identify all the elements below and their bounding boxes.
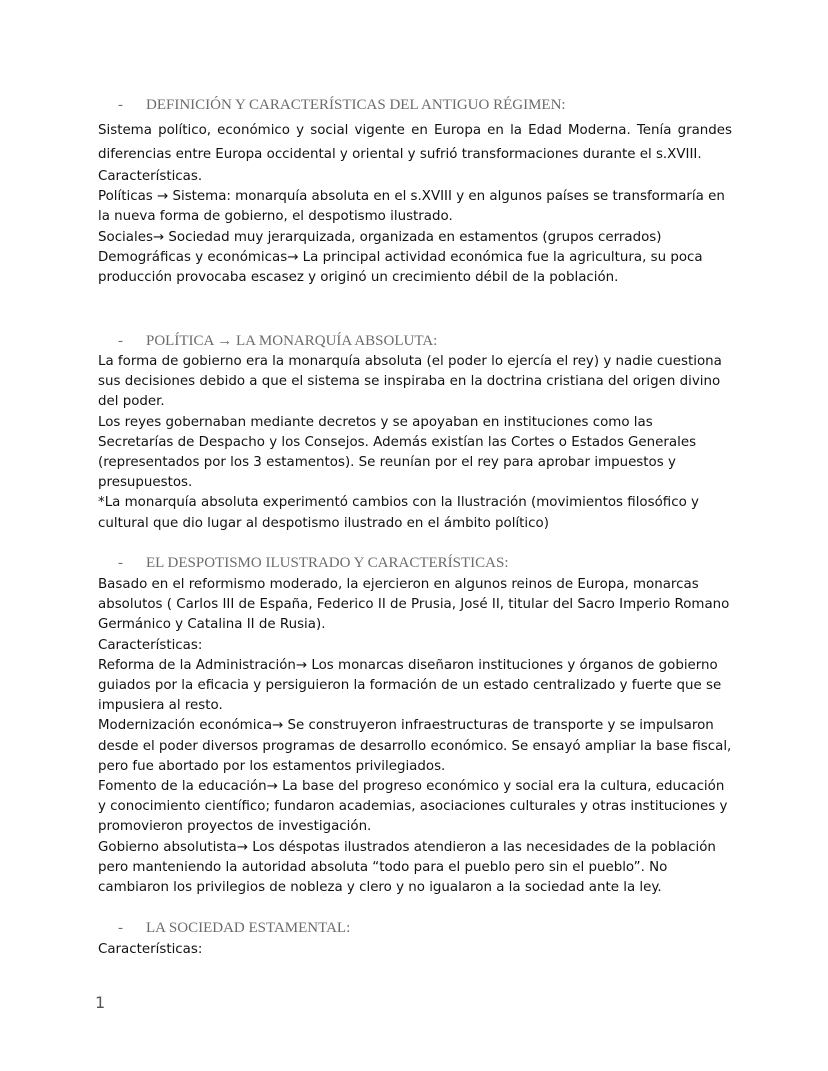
section-body-monarquia-absoluta [98, 352, 732, 534]
paragraph: Sistema político, económico y social vigente en Europa en la Edad Moderna. Tenía grandes diferencias entre Europa occidental y oriental y sufrió transformaciones durante el s.XVIII. [98, 123, 732, 162]
paragraph: Características. [98, 169, 203, 184]
paragraph: Sociales→ Sociedad muy jerarquizada, organizada en estamentos (grupos cerrados) [98, 229, 662, 245]
section-body-despotismo-ilustrado [98, 575, 732, 898]
paragraph: Fomento de la educación→ La base del progreso económico y social era la cultura, educación y conocimiento científico; fundaron academias, asociaciones culturales y otras instituciones y promovieron proyectos de investigación. [98, 779, 728, 835]
section-body-sociedad-estamental [98, 940, 732, 960]
paragraph: Reforma de la Administración→ Los monarcas diseñaron instituciones y órganos de gobierno guiados por la eficacia y persiguieron la formación de un estado centralizado y fuerte que se impusiera al resto. [98, 657, 722, 714]
bullet-dash: - [118, 920, 123, 936]
section-heading-despotismo-ilustrado: - EL DESPOTISMO ILUSTRADO Y CARACTERÍSTICAS: [118, 555, 509, 571]
bullet-dash: - [118, 555, 123, 571]
bullet-dash: - [118, 333, 123, 349]
paragraph: Demográficas y económicas→ La principal actividad económica fue la agricultura, su poca producción provocaba escasez y originó un crecimiento débil de la población. [98, 249, 703, 286]
paragraph: La forma de gobierno era la monarquía absoluta (el poder lo ejercía el rey) y nadie cuestiona sus decisiones debido a que el sistema se inspiraba en la doctrina cristiana del origen divino del poder. [98, 354, 722, 410]
paragraph: *La monarquía absoluta experimentó cambios con la Ilustración (movimientos filosófico y cultural que dio lugar al despotismo ilustrado en el ámbito político) [98, 495, 699, 531]
paragraph: Gobierno absolutista→ Los déspotas ilustrados atendieron a las necesidades de la población pero manteniendo la autoridad absoluta “todo para el pueblo pero sin el pueblo”. No cambiaron los privilegios de nobleza y clero y no igualaron a la sociedad ante la ley. [98, 839, 716, 896]
page-number: 1 [95, 993, 106, 1012]
section-body-antiguo-regimen [98, 119, 732, 288]
bullet-dash: - [118, 97, 123, 113]
section-heading-sociedad-estamental: - LA SOCIEDAD ESTAMENTAL: [118, 920, 351, 936]
paragraph: Basado en el reformismo moderado, la ejercieron en algunos reinos de Europa, monarcas absolutos ( Carlos III de España, Federico II de Prusia, José II, titular del Sacro Imperio Romano Germánico y Catalina II de Rusia). [98, 577, 730, 633]
paragraph: Los reyes gobernaban mediante decretos y se apoyaban en instituciones como las Secretarías de Despacho y los Consejos. Además existían las Cortes o Estados Generales (representados por los 3 estamentos). Se reunían por el rey para aprobar impuestos y presupuestos. [98, 414, 697, 491]
section-heading-antiguo-regimen: - DEFINICIÓN Y CARACTERÍSTICAS DEL ANTIGUO RÉGIMEN: [118, 97, 566, 113]
paragraph: Políticas → Sistema: monarquía absoluta en el s.XVIII y en algunos países se transformaría en la nueva forma de gobierno, el despotismo ilustrado. [98, 189, 725, 225]
section-heading-monarquia-absoluta: - POLÍTICA → LA MONARQUÍA ABSOLUTA: [118, 333, 438, 349]
paragraph: Características: [98, 637, 203, 653]
paragraph: Modernización económica→ Se construyeron infraestructuras de transporte y se impulsaron desde el poder diversos programas de desarrollo económico. Se ensayó ampliar la base fiscal, pero fue abortado por los estamentos privilegiados. [98, 718, 732, 774]
paragraph: Características: [98, 942, 203, 957]
